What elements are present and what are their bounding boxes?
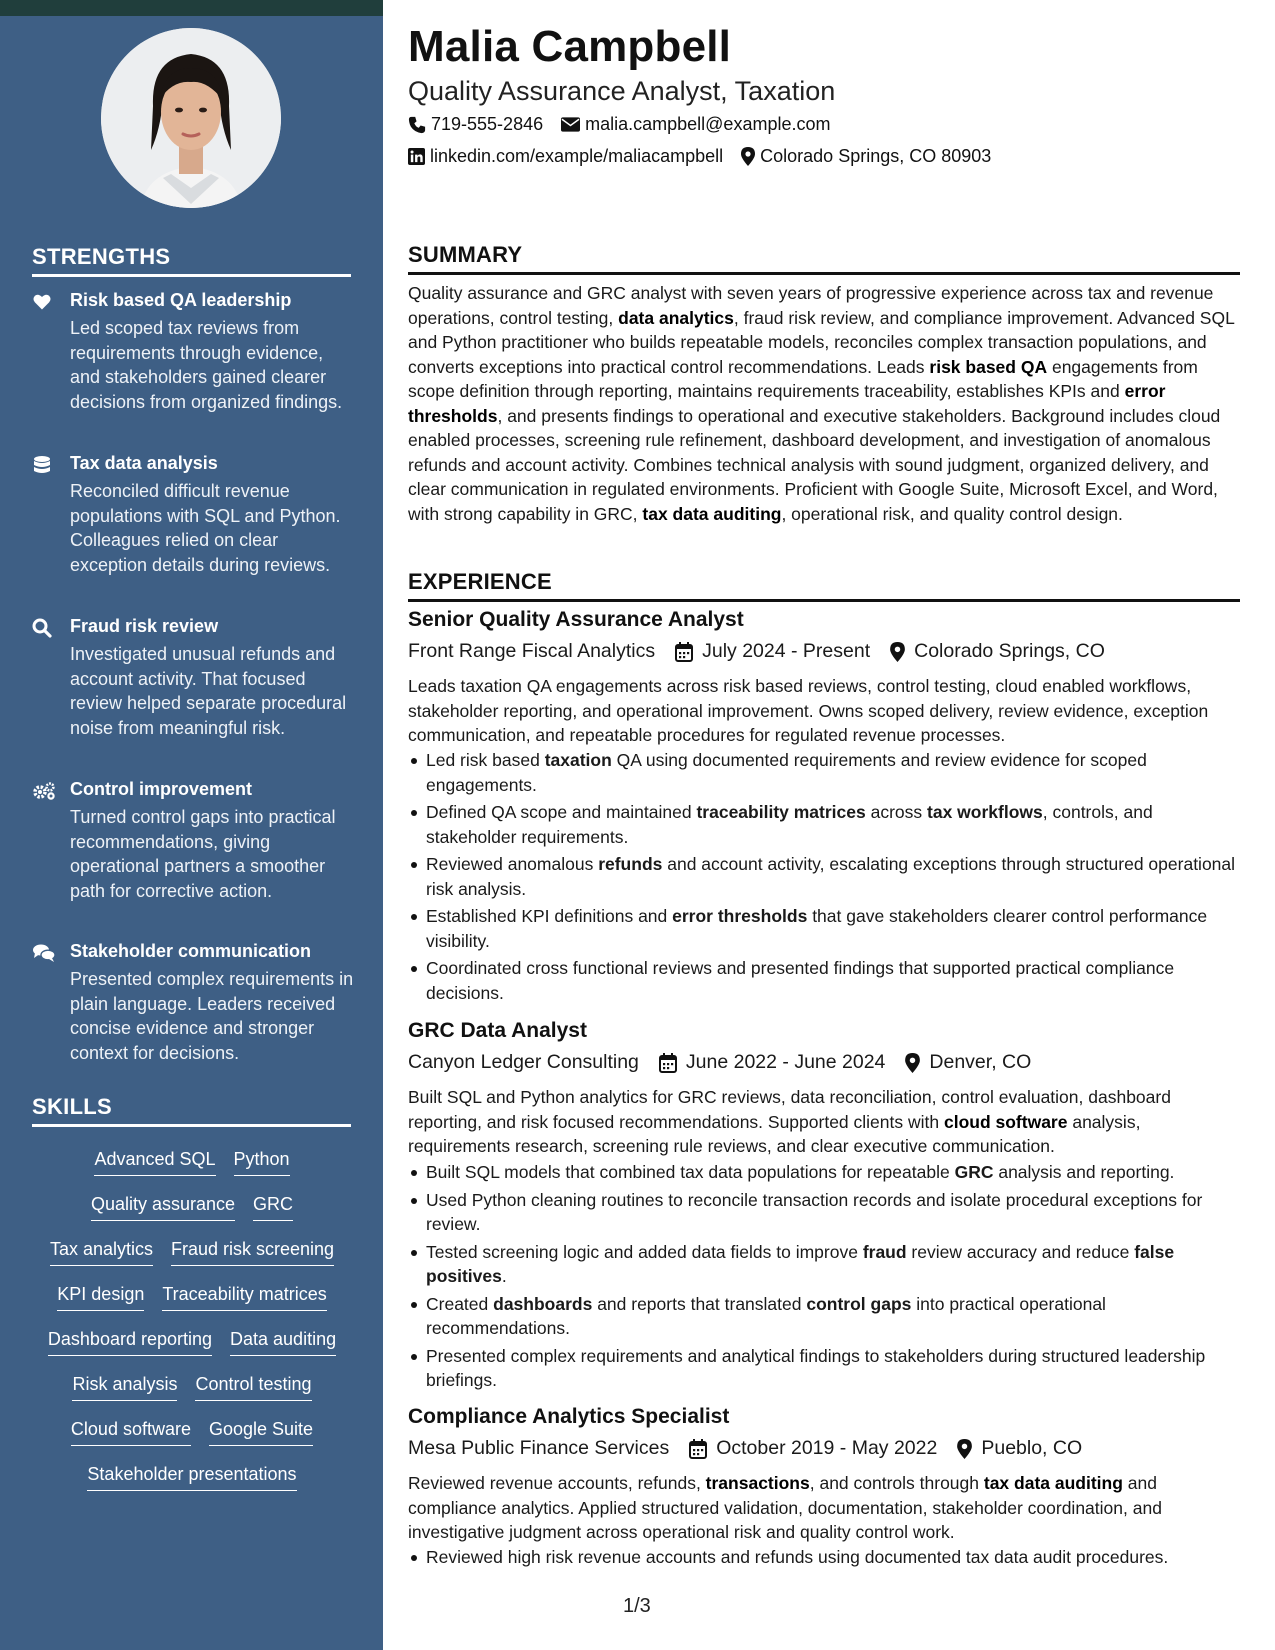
candidate-title: Quality Assurance Analyst, Taxation <box>408 76 836 106</box>
company-text: Front Range Fiscal Analytics <box>408 640 656 662</box>
text-run: and account activity, escalating exceptions through structured operational risk analysis. <box>426 854 1236 899</box>
emphasis-text: tax data auditing <box>642 503 782 524</box>
text-run: Leads taxation QA engagements across risk based reviews, control testing, cloud enabled workflows, stakeholder reporting, and operational improvement. Owns scoped delivery, review evidence, exception communication, and repeatable procedures for regulated revenue processes. <box>408 676 1209 745</box>
text-run: . <box>501 1266 507 1286</box>
strength-description: Turned control gaps into practical recommendations, giving operational partners a smoother path for corrective action. <box>70 807 336 901</box>
skill-tag: Cloud software <box>71 1418 191 1446</box>
emphasis-text: dashboards <box>493 1293 593 1314</box>
company-text: Mesa Public Finance Services <box>408 1437 670 1459</box>
text-run: , fraud risk review, and compliance improvement. Advanced SQL and Python practitioner who builds repeatable models, reconciles complex transaction populations, and converts exceptions into practical control recommendations. Leads <box>408 307 1235 377</box>
job-intro <box>408 1471 1240 1545</box>
email-contact[interactable] <box>561 114 830 135</box>
sidebar <box>0 0 383 1650</box>
skill-row <box>32 1283 352 1328</box>
text-run: Coordinated cross functional reviews and presented findings that supported practical compliance decisions. <box>426 958 1175 1003</box>
company-text: Canyon Ledger Consulting <box>408 1051 639 1073</box>
text-run: Reviewed high risk revenue accounts and refunds using documented tax data audit procedures. <box>426 1547 1169 1567</box>
text-run: Led risk based <box>426 750 545 770</box>
strength-description: Led scoped tax reviews from requirements through evidence, and stakeholders gained clearer decisions from organized findings. <box>70 318 343 412</box>
emphasis-text: tax data auditing <box>983 1473 1123 1493</box>
emphasis-text: cloud software <box>943 1111 1068 1132</box>
skill-tag: Data auditing <box>230 1328 336 1356</box>
skill-row <box>32 1193 352 1238</box>
job-meta <box>408 640 1125 663</box>
strength-title: Control improvement <box>70 779 253 799</box>
text-run: across <box>865 802 928 822</box>
job-intro <box>408 1085 1240 1159</box>
emphasis-text: fraud <box>862 1241 907 1262</box>
text-run: analysis, requirements research, screening rule reviews, and clear executive communication. <box>408 1111 1141 1156</box>
emphasis-text: transactions <box>705 1473 810 1493</box>
job-dates <box>689 1437 937 1460</box>
location-text: Denver, CO <box>929 1051 1032 1073</box>
map-marker-icon <box>905 1053 920 1073</box>
text-run: , controls, and stakeholder requirements. <box>426 802 1153 847</box>
database-icon <box>32 455 54 477</box>
text-run: Established KPI definitions and <box>426 906 673 926</box>
skill-row <box>32 1418 352 1463</box>
linkedin-icon <box>408 148 425 165</box>
emphasis-text: control gaps <box>806 1293 912 1314</box>
strength-description: Investigated unusual refunds and account activity. That focused review helped separate procedural noise from meaningful risk. <box>70 644 347 738</box>
dates-text: June 2022 - June 2024 <box>685 1051 886 1073</box>
job-dates <box>659 1051 886 1074</box>
strength-title: Stakeholder communication <box>70 941 312 961</box>
skill-tag: Stakeholder presentations <box>87 1463 296 1491</box>
bullet-item <box>426 1292 1240 1341</box>
gears-icon <box>32 781 54 803</box>
emphasis-text: data analytics <box>618 307 734 328</box>
bullet-item <box>426 1160 1240 1185</box>
bullet-item <box>426 1344 1240 1393</box>
emphasis-text: traceability matrices <box>696 802 866 822</box>
skill-row <box>32 1463 352 1508</box>
strengths-heading: STRENGTHS <box>32 244 351 277</box>
summary-heading: SUMMARY <box>408 242 1240 275</box>
skill-tag: Google Suite <box>209 1418 313 1446</box>
company-name <box>408 1051 639 1074</box>
text-run: that gave stakeholders clearer control performance visibility. <box>426 906 1208 951</box>
text-run: Used Python cleaning routines to reconcile transaction records and isolate procedural exceptions for review. <box>426 1189 1203 1234</box>
job-bullets <box>408 1160 1240 1396</box>
company-name <box>408 1437 669 1460</box>
job-location <box>957 1437 1082 1460</box>
search-icon <box>32 618 54 640</box>
job-dates <box>675 640 870 663</box>
skills-list <box>32 1148 352 1508</box>
job-meta <box>408 1051 1051 1074</box>
emphasis-text: taxation <box>544 750 612 770</box>
text-run: engagements from scope definition through reporting, maintains requirements traceability, establishes KPIs and <box>408 356 1198 401</box>
strength-description: Reconciled difficult revenue populations with SQL and Python. Colleagues relied on clear exception details during reviews. <box>70 481 341 575</box>
candidate-name: Malia Campbell <box>408 22 732 71</box>
location-text: Colorado Springs, CO 80903 <box>760 146 992 166</box>
map-marker-icon <box>957 1439 972 1459</box>
skill-tag: Python <box>234 1148 290 1176</box>
job-intro <box>408 674 1240 748</box>
calendar-icon <box>675 642 693 662</box>
skill-tag: Fraud risk screening <box>171 1238 334 1266</box>
bullet-item <box>426 904 1240 953</box>
skill-row <box>32 1373 352 1418</box>
emphasis-text: GRC <box>954 1162 994 1182</box>
skill-tag: KPI design <box>57 1283 144 1311</box>
strength-description: Presented complex requirements in plain language. Leaders received concise evidence and stronger context for decisions. <box>70 969 354 1063</box>
emphasis-text: false positives <box>426 1241 1175 1286</box>
bullet-item <box>426 956 1240 1005</box>
map-marker-icon <box>741 147 755 166</box>
text-run: , and presents findings to operational and executive stakeholders. Background includes cloud enabled processes, screening rule refinement, dashboard development, and investigation of anomalous refunds and account activity. Combines technical analysis with sound judgment, organized delivery, and clear communication in regulated environments. Proficient with Google Suite, Microsoft Excel, and Word, with strong capability in GRC, <box>408 405 1221 524</box>
text-run: , and controls through <box>809 1473 984 1493</box>
emphasis-text: error thresholds <box>672 906 808 926</box>
dates-text: July 2024 - Present <box>702 640 871 662</box>
bullet-item <box>426 800 1240 849</box>
text-run: into practical operational recommendations. <box>426 1293 1106 1338</box>
calendar-icon <box>659 1053 677 1073</box>
emphasis-text: risk based QA <box>929 356 1048 377</box>
skill-tag: Control testing <box>195 1373 311 1401</box>
text-run: analysis and reporting. <box>993 1162 1175 1182</box>
text-run: and compliance analytics. Applied structured validation, documentation, stakeholder coordination, and investigative judgment across operational risk and quality control work. <box>408 1473 1162 1542</box>
text-run: Quality assurance and GRC analyst with seven years of progressive experience across tax and revenue operations, control testing, <box>408 283 1214 328</box>
skill-row <box>32 1148 352 1193</box>
job-location <box>905 1051 1031 1074</box>
skill-tag: Advanced SQL <box>94 1148 215 1176</box>
envelope-icon <box>561 117 580 132</box>
skill-tag: Quality assurance <box>91 1193 235 1221</box>
strength-title: Fraud risk review <box>70 616 219 636</box>
phone-number: 719-555-2846 <box>431 114 544 134</box>
skill-row <box>32 1328 352 1373</box>
strength-title: Risk based QA leadership <box>70 290 292 310</box>
text-run: , operational risk, and quality control design. <box>781 503 1123 524</box>
location-text: Pueblo, CO <box>981 1437 1083 1459</box>
contact-row <box>408 146 1009 167</box>
text-run: Reviewed anomalous <box>426 854 599 874</box>
contact-row <box>408 114 848 135</box>
text-run: Presented complex requirements and analytical findings to stakeholders during structured leadership briefings. <box>426 1345 1206 1390</box>
bullet-item <box>426 1188 1240 1237</box>
linkedin-url: linkedin.com/example/maliacampbell <box>430 146 724 166</box>
skill-row <box>32 1238 352 1283</box>
job-bullets <box>408 1545 1240 1573</box>
job-meta <box>408 1437 1102 1460</box>
text-run: and reports that translated <box>592 1293 807 1314</box>
job-bullets <box>408 748 1240 1008</box>
bullet-item <box>426 852 1240 901</box>
location-contact <box>741 146 991 167</box>
strength-title: Tax data analysis <box>70 453 218 473</box>
skills-heading: SKILLS <box>32 1094 351 1127</box>
skill-tag: Tax analytics <box>50 1238 153 1266</box>
phone-contact[interactable] <box>408 114 543 135</box>
skill-tag: Dashboard reporting <box>48 1328 212 1356</box>
job-role: Senior Quality Assurance Analyst <box>408 608 744 631</box>
bullet-item <box>426 1240 1240 1289</box>
text-run: Built SQL models that combined tax data populations for repeatable <box>426 1162 955 1182</box>
summary-text <box>408 281 1240 526</box>
profile-photo <box>101 28 281 208</box>
skill-tag: GRC <box>253 1193 293 1221</box>
heart-icon <box>32 292 54 314</box>
skill-tag: Risk analysis <box>72 1373 177 1401</box>
text-run: review accuracy and reduce <box>906 1241 1135 1262</box>
text-run: QA using documented requirements and review evidence for scoped engagements. <box>426 750 1147 795</box>
emphasis-text: tax workflows <box>927 802 1043 822</box>
comments-icon <box>32 943 54 965</box>
emphasis-text: refunds <box>598 854 663 874</box>
calendar-icon <box>689 1439 707 1459</box>
text-run: Reviewed revenue accounts, refunds, <box>408 1473 706 1493</box>
experience-heading: EXPERIENCE <box>408 569 1240 602</box>
skill-tag: Traceability matrices <box>162 1283 326 1311</box>
dates-text: October 2019 - May 2022 <box>716 1437 938 1459</box>
job-location <box>890 640 1105 663</box>
avatar-portrait-icon <box>101 28 281 208</box>
text-run: Defined QA scope and maintained <box>426 802 697 822</box>
map-marker-icon <box>890 642 905 662</box>
company-name <box>408 640 655 663</box>
text-run: Tested screening logic and added data fields to improve <box>426 1241 863 1262</box>
job-role: Compliance Analytics Specialist <box>408 1405 730 1428</box>
email-address: malia.campbell@example.com <box>585 114 831 134</box>
phone-icon <box>408 116 426 134</box>
text-run: Created <box>426 1293 494 1314</box>
bullet-item <box>426 748 1240 797</box>
emphasis-text: error thresholds <box>408 381 1166 426</box>
page-number: 1/3 <box>623 1595 651 1617</box>
linkedin-contact[interactable] <box>408 146 723 167</box>
job-role: GRC Data Analyst <box>408 1019 587 1042</box>
location-text: Colorado Springs, CO <box>914 640 1105 662</box>
text-run: Built SQL and Python analytics for GRC reviews, data reconciliation, control evaluation, dashboard reporting, and risk focused recommendations. Supported clients with <box>408 1087 1171 1132</box>
bullet-item <box>426 1545 1240 1570</box>
